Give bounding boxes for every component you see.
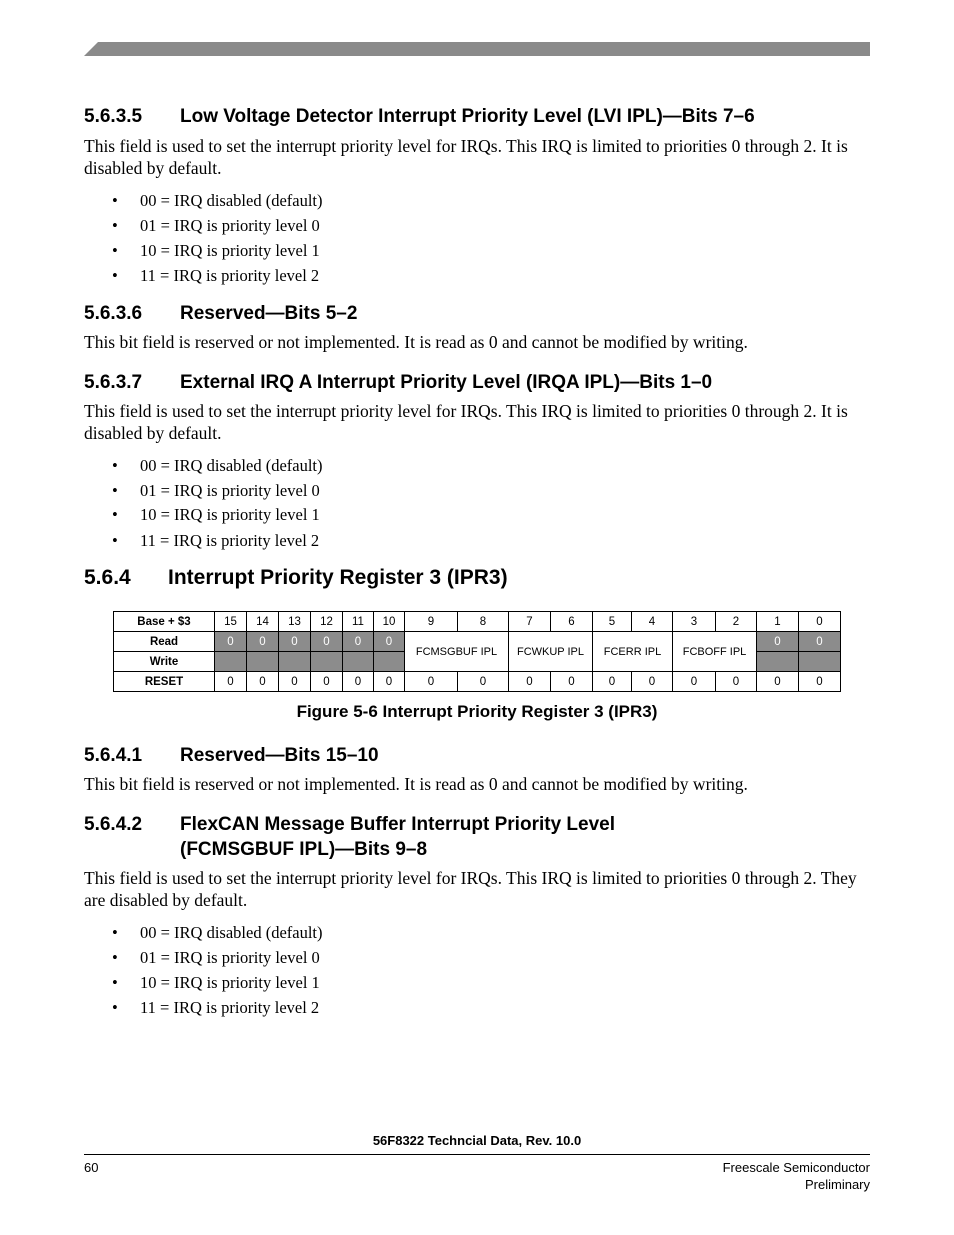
reset-value: 0 <box>757 672 799 692</box>
section-heading <box>84 106 755 128</box>
section-title: Low Voltage Detector Interrupt Priority Level (LVI IPL)—Bits 7–6 <box>180 106 755 127</box>
list-item: • 01 = IRQ is priority level 0 <box>112 216 320 235</box>
reserved-bit: 0 <box>215 632 247 652</box>
register-read-row <box>114 632 841 652</box>
reserved-bit: 0 <box>757 632 799 652</box>
field-fcmsgbuf-ipl: FCMSGBUF IPL <box>405 632 509 672</box>
section-number: 5.6.3.5 <box>84 106 143 127</box>
bit-number: 7 <box>509 612 551 632</box>
list-item: • 10 = IRQ is priority level 1 <box>112 241 320 260</box>
reserved-bit: 0 <box>374 632 405 652</box>
paragraph: This bit field is reserved or not implemented. It is read as 0 and cannot be modified by writing. <box>84 774 748 794</box>
reset-value: 0 <box>343 672 374 692</box>
reserved-write-cell <box>247 652 279 672</box>
reset-value: 0 <box>716 672 757 692</box>
field-fcboff-ipl: FCBOFF IPL <box>673 632 757 672</box>
paragraph: This field is used to set the interrupt priority level for IRQs. This IRQ is limited to priorities 0 through 2. It is disabled by default. <box>84 136 848 178</box>
list-item: • 01 = IRQ is priority level 0 <box>112 481 320 500</box>
page-number: 60 <box>84 1160 99 1175</box>
section-heading <box>84 745 379 767</box>
bit-number: 4 <box>632 612 673 632</box>
footer-status: Preliminary <box>804 1177 870 1192</box>
list-item: • 00 = IRQ disabled (default) <box>112 191 323 210</box>
section-title: Reserved—Bits 5–2 <box>180 303 358 324</box>
reset-value: 0 <box>799 672 841 692</box>
reset-value: 0 <box>593 672 632 692</box>
bit-number: 9 <box>405 612 458 632</box>
bit-number: 0 <box>799 612 841 632</box>
reset-value: 0 <box>673 672 716 692</box>
reset-value: 0 <box>311 672 343 692</box>
bit-number: 2 <box>716 612 757 632</box>
bit-number: 8 <box>458 612 509 632</box>
list-item: • 10 = IRQ is priority level 1 <box>112 973 320 992</box>
list-item: • 00 = IRQ disabled (default) <box>112 456 323 475</box>
bit-number: 12 <box>311 612 343 632</box>
register-reset-row <box>114 672 841 692</box>
list-item: • 00 = IRQ disabled (default) <box>112 923 323 942</box>
reset-value: 0 <box>458 672 509 692</box>
reserved-bit: 0 <box>247 632 279 652</box>
section-heading <box>84 814 615 836</box>
register-address: Base + $3 <box>114 612 215 632</box>
list-item: • 11 = IRQ is priority level 2 <box>112 531 320 550</box>
paragraph: This field is used to set the interrupt priority level for IRQs. This IRQ is limited to priorities 0 through 2. It is disabled by default. <box>84 401 848 443</box>
reset-value: 0 <box>632 672 673 692</box>
section-number: 5.6.3.6 <box>84 303 143 324</box>
section-number: 5.6.4.2 <box>84 814 143 835</box>
reset-value: 0 <box>405 672 458 692</box>
section-title: FlexCAN Message Buffer Interrupt Priority Level <box>180 814 615 835</box>
section-title-continued: (FCMSGBUF IPL)—Bits 9–8 <box>180 839 428 860</box>
reset-value: 0 <box>551 672 593 692</box>
reset-value: 0 <box>374 672 405 692</box>
field-fcerr-ipl: FCERR IPL <box>593 632 673 672</box>
figure-caption: Figure 5-6 Interrupt Priority Register 3 (IPR3) <box>296 702 658 721</box>
paragraph: This bit field is reserved or not implemented. It is read as 0 and cannot be modified by writing. <box>84 332 748 352</box>
bit-number: 5 <box>593 612 632 632</box>
reset-value: 0 <box>247 672 279 692</box>
read-label: Read <box>114 632 215 652</box>
reset-label: RESET <box>114 672 215 692</box>
reset-value: 0 <box>279 672 311 692</box>
reserved-write-cell <box>374 652 405 672</box>
register-diagram <box>113 611 841 692</box>
section-heading <box>84 566 508 590</box>
paragraph: This field is used to set the interrupt priority level for IRQs. This IRQ is limited to priorities 0 through 2. They are disabled by default. <box>84 868 857 910</box>
list-item: • 01 = IRQ is priority level 0 <box>112 948 320 967</box>
reserved-bit: 0 <box>311 632 343 652</box>
bit-number: 1 <box>757 612 799 632</box>
reserved-write-cell <box>799 652 841 672</box>
reserved-bit: 0 <box>279 632 311 652</box>
reserved-bit: 0 <box>799 632 841 652</box>
footer-divider <box>84 1154 870 1155</box>
bit-number: 11 <box>343 612 374 632</box>
reserved-write-cell <box>215 652 247 672</box>
section-number: 5.6.4 <box>84 566 131 589</box>
footer-document-title: 56F8322 Techncial Data, Rev. 10.0 <box>372 1133 582 1148</box>
bit-number: 3 <box>673 612 716 632</box>
list-item: • 11 = IRQ is priority level 2 <box>112 998 320 1017</box>
bit-number: 14 <box>247 612 279 632</box>
reset-value: 0 <box>509 672 551 692</box>
reserved-write-cell <box>343 652 374 672</box>
section-number: 5.6.3.7 <box>84 372 143 393</box>
header-banner <box>84 42 870 56</box>
section-title: Reserved—Bits 15–10 <box>180 745 379 766</box>
register-bit-row <box>114 612 841 632</box>
section-title: External IRQ A Interrupt Priority Level (IRQA IPL)—Bits 1–0 <box>180 372 713 393</box>
list-item: • 10 = IRQ is priority level 1 <box>112 505 320 524</box>
footer-company: Freescale Semiconductor <box>722 1160 870 1175</box>
reserved-bit: 0 <box>343 632 374 652</box>
reserved-write-cell <box>311 652 343 672</box>
bit-number: 10 <box>374 612 405 632</box>
list-item: • 11 = IRQ is priority level 2 <box>112 266 320 285</box>
reset-value: 0 <box>215 672 247 692</box>
section-heading <box>84 303 357 325</box>
write-label: Write <box>114 652 215 672</box>
field-fcwkup-ipl: FCWKUP IPL <box>509 632 593 672</box>
section-title: Interrupt Priority Register 3 (IPR3) <box>168 566 508 589</box>
bit-number: 13 <box>279 612 311 632</box>
bit-number: 6 <box>551 612 593 632</box>
reserved-write-cell <box>279 652 311 672</box>
bit-number: 15 <box>215 612 247 632</box>
section-heading <box>84 372 712 394</box>
reserved-write-cell <box>757 652 799 672</box>
section-number: 5.6.4.1 <box>84 745 143 766</box>
